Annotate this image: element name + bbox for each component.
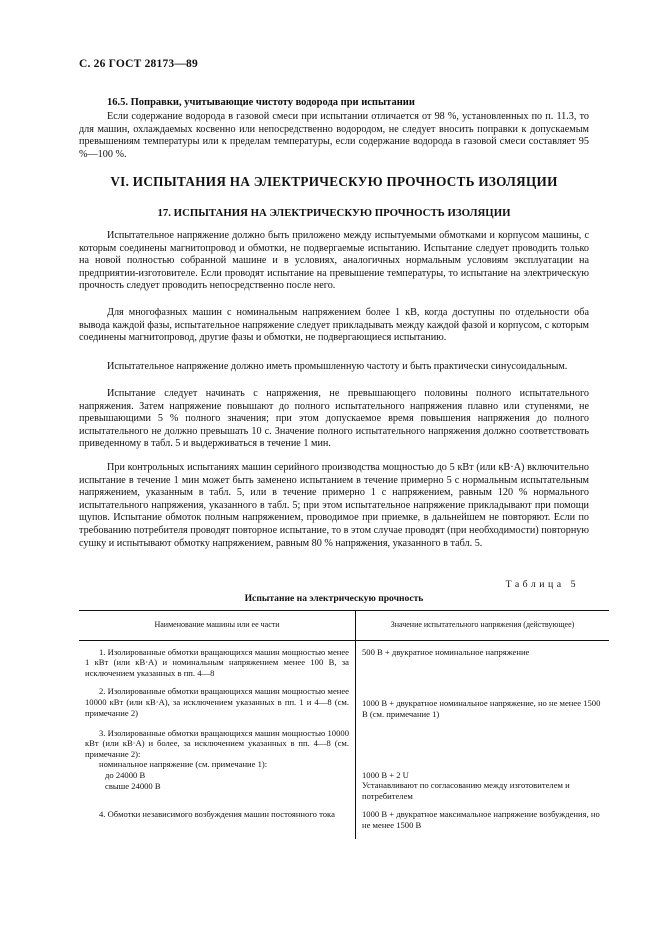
voltage-cell <box>356 728 610 810</box>
table-row <box>79 686 609 727</box>
table-row <box>79 728 609 810</box>
page-header: С. 26 ГОСТ 28173—89 <box>79 58 198 70</box>
machine-part-cell <box>79 728 356 810</box>
paragraph: Испытательное напряжение должно иметь промышленную частоту и быть практически синусоидальным. <box>107 361 568 372</box>
table-row <box>79 809 609 838</box>
machine-part-text: 3. Изолированные обмотки вращающихся машин мощностью 10000 кВт (или кВ·А) и более, за исключением указанных в пп. 4—8 (см. примечание 2): <box>85 727 349 759</box>
column-header: Наименование машины или ее части <box>79 611 356 641</box>
paragraph: При контрольных испытаниях машин серийного производства мощностью до 5 кВт (или кВ·А) включительно испытание в течение 1 мин может быть заменено испытанием в течение примерно 5 с нормальным испытательным напряжением, указанным в табл. 5, или в течение примерно 1 с напряжением, равным 120 % нормального испытательного напряжения, указанного в табл. 5; при этом испытательное напряжение прикладывают при помощи щупов. Испытание обмоток полным напряжением, проводимое при приемке, в дальнейшем не повторяют. Если по требованию потребителя проводят повторное испытание, то в этом случае проводят (при необходимости) повторную сушку и испытывают обмотку напряжением, равным 80 % напряжения, указанного в табл. 5. <box>79 462 589 549</box>
paragraph: Испытание следует начинать с напряжения, не превышающего половины полного испытательного напряжения. Затем напряжение повышают до полного испытательного напряжения плавно или ступенями, не превышающими 5 % полного значения; при этом допускаемое время повышения напряжения до полного испытательного не должно превышать 10 с. Значение полного испытательного напряжения должно соответствовать приведенному в табл. 5 и выдерживаться в течение 1 мин. <box>79 388 589 450</box>
table-row <box>79 640 609 686</box>
voltage-cell: 500 В + двукратное номинальное напряжение <box>362 646 530 657</box>
paragraph: Для многофазных машин с номинальным напряжением более 1 кВ, когда доступны по отдельности оба вывода каждой фазы, испытательное напряжение следует прикладывать между каждой фазой и корпусом, с которым соединены магнитопровод, другие фазы и обмотки, не подвергающиеся испытанию. <box>79 307 589 344</box>
section-17-title: 17. ИСПЫТАНИЯ НА ЭЛЕКТРИЧЕСКУЮ ПРОЧНОСТЬ ИЗОЛЯЦИИ <box>157 207 511 219</box>
voltage-cell: 1000 В + двукратное максимальное напряжение возбуждения, но не менее 1500 В <box>362 809 600 830</box>
machine-part-cell: 2. Изолированные обмотки вращающихся машин мощностью менее 10000 кВт (или кВ·А), за исключением указанных в пп. 1 и 4—8 (см. примечание 2) <box>79 686 356 727</box>
machine-part-cell: 1. Изолированные обмотки вращающихся машин мощностью менее 1 кВт (или кВ·А) и номинальным напряжением менее 100 В, за исключением указанных в пп. 4—8 <box>79 640 356 686</box>
table-label: Таблица 5 <box>505 579 579 590</box>
column-header: Значение испытательного напряжения (действующее) <box>356 611 610 641</box>
paragraph: Испытательное напряжение должно быть приложено между испытуемыми обмотками и корпусом машины, с которым соединены магнитопровод и обмотки, не подвергаемые испытанию. Испытание следует проводить только на новой полностью собранной машине и в условиях, аналогичных нормальным условиям эксплуатации на предприятии-изготовителе. Если проводят испытание на превышение температуры, то испытание на электрическую прочность следует проводить непосредственно после него. <box>79 230 589 292</box>
voltage-value: 1000 В + 2 U <box>362 769 409 780</box>
voltage-option: до 24000 В <box>105 769 146 780</box>
voltage-value: Устанавливают по согласованию между изготовителем и потребителем <box>362 780 570 801</box>
section-16-5-title: 16.5. Поправки, учитывающие чистоту водорода при испытании <box>107 97 415 108</box>
voltage-cell: 1000 В + двукратное номинальное напряжение, но не менее 1500 В (см. примечание 1) <box>362 698 601 719</box>
machine-part-cell: 4. Обмотки независимого возбуждения машин постоянного тока <box>79 809 356 838</box>
voltage-option: свыше 24000 В <box>105 780 161 791</box>
part-title: VI. ИСПЫТАНИЯ НА ЭЛЕКТРИЧЕСКУЮ ПРОЧНОСТЬ ИЗОЛЯЦИИ <box>110 174 558 189</box>
voltage-sub-heading: номинальное напряжение (см. примечание 1): <box>99 759 268 770</box>
test-voltage-table <box>79 610 609 839</box>
section-16-5-text: Если содержание водорода в газовой смеси при испытании отличается от 98 %, установленных по п. 11.3, то для машин, охлаждаемых косвенно или непосредственно водородом, не следует вносить поправки к допускаемым превышениям температуры или к пределам температуры, если содержание водорода в газовой смеси составляет 95 %—100 %. <box>79 111 589 160</box>
table-title: Испытание на электрическую прочность <box>244 593 424 604</box>
